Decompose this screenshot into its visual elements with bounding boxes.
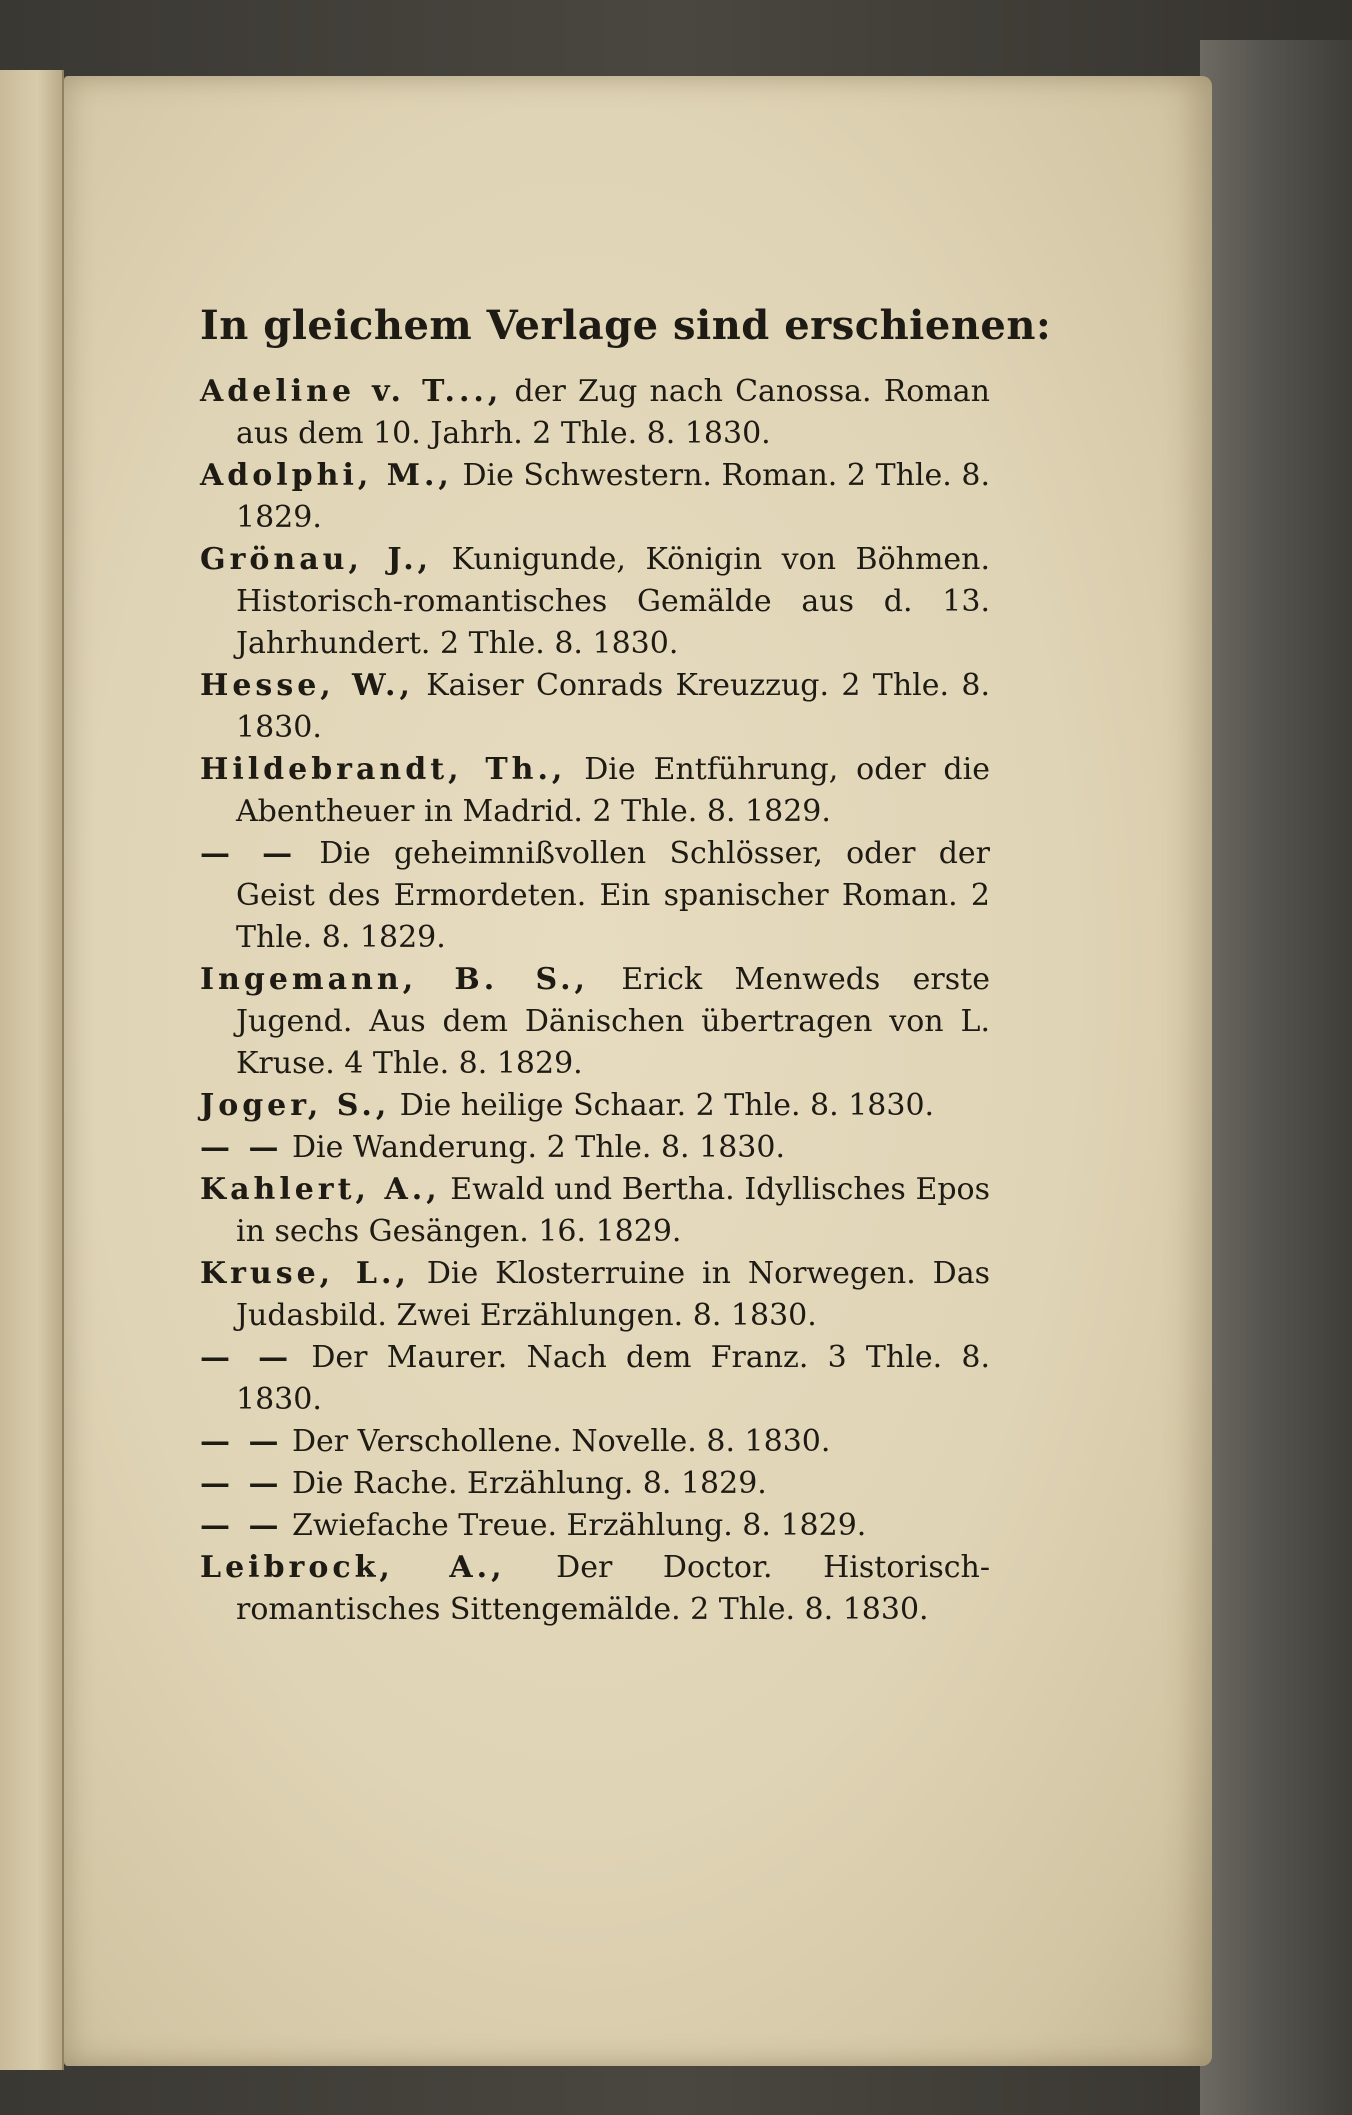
list-item bbox=[200, 539, 990, 665]
list-item bbox=[200, 665, 990, 749]
facing-page-edge bbox=[0, 70, 64, 2070]
entry-text: Kunigunde, Königin von Böhmen. Historisch-romantisches Gemälde aus d. 13. Jahrhundert. 2 Thle. 8. 1830. bbox=[236, 542, 991, 661]
list-item bbox=[200, 455, 990, 539]
book-cover-edge bbox=[1200, 40, 1352, 2115]
list-item bbox=[200, 1127, 990, 1169]
list-item bbox=[200, 371, 990, 455]
list-item bbox=[200, 1547, 990, 1631]
entry-author: — — bbox=[200, 836, 297, 871]
entry-author: Kahlert, A., bbox=[200, 1172, 441, 1207]
entry-text: Erick Menweds erste Jugend. Aus dem Dänischen übertragen von L. Kruse. 4 Thle. 8. 1829. bbox=[236, 962, 990, 1081]
entry-author: Adeline v. T..., bbox=[200, 374, 503, 409]
entry-author: Joger, S., bbox=[200, 1088, 391, 1123]
entry-text: der Zug nach Canossa. Roman aus dem 10. Jahrh. 2 Thle. 8. 1830. bbox=[236, 374, 991, 451]
entry-text: Die Entführung, oder die Abentheuer in Madrid. 2 Thle. 8. 1829. bbox=[236, 752, 990, 829]
entry-author: — — bbox=[200, 1466, 283, 1501]
entry-author: — — bbox=[200, 1130, 283, 1165]
entry-author: — — bbox=[200, 1508, 283, 1543]
page-heading: In gleichem Verlage sind erschienen: bbox=[200, 302, 1052, 349]
entry-author: Adolphi, M., bbox=[200, 458, 453, 493]
list-item bbox=[200, 1337, 990, 1421]
entry-author: Leibrock, A., bbox=[200, 1550, 506, 1585]
entry-text: Die Schwestern. Roman. 2 Thle. 8. 1829. bbox=[236, 458, 990, 535]
entry-text: Der Maurer. Nach dem Franz. 3 Thle. 8. 1830. bbox=[236, 1340, 990, 1417]
list-item bbox=[200, 1505, 990, 1547]
list-item bbox=[200, 1085, 990, 1127]
entry-text: Der Doctor. Historisch-romantisches Sittengemälde. 2 Thle. 8. 1830. bbox=[236, 1550, 990, 1627]
entry-text: Ewald und Bertha. Idyllisches Epos in sechs Gesängen. 16. 1829. bbox=[236, 1172, 991, 1249]
entry-text: Kaiser Conrads Kreuzzug. 2 Thle. 8. 1830. bbox=[236, 668, 990, 745]
entry-text: Die Klosterruine in Norwegen. Das Judasbild. Zwei Erzählungen. 8. 1830. bbox=[236, 1256, 990, 1333]
entry-author: — — bbox=[200, 1340, 293, 1375]
list-item bbox=[200, 749, 990, 833]
entry-text: Zwiefache Treue. Erzählung. 8. 1829. bbox=[282, 1508, 867, 1543]
list-item bbox=[200, 1253, 990, 1337]
list-item bbox=[200, 1169, 990, 1253]
list-item bbox=[200, 1421, 990, 1463]
list-item bbox=[200, 959, 990, 1085]
entry-author: Kruse, L., bbox=[200, 1256, 410, 1291]
list-item bbox=[200, 833, 990, 959]
page-content bbox=[200, 295, 1052, 1631]
list-item bbox=[200, 1463, 990, 1505]
entry-text: Die Rache. Erzählung. 8. 1829. bbox=[282, 1466, 767, 1501]
entry-text: Der Verschollene. Novelle. 8. 1830. bbox=[282, 1424, 831, 1459]
entry-author: Hesse, W., bbox=[200, 668, 414, 703]
entry-text: Die geheimnißvollen Schlösser, oder der Geist des Ermordeten. Ein spanischer Roman. 2 Thle. 8. 1829. bbox=[236, 836, 990, 955]
entry-author: — — bbox=[200, 1424, 283, 1459]
entry-author: Ingemann, B. S., bbox=[200, 962, 589, 997]
entry-text: Die Wanderung. 2 Thle. 8. 1830. bbox=[282, 1130, 785, 1165]
entry-text: Die heilige Schaar. 2 Thle. 8. 1830. bbox=[390, 1088, 935, 1123]
entry-author: Hildebrandt, Th., bbox=[200, 752, 567, 787]
entry-author: Grönau, J., bbox=[200, 542, 433, 577]
